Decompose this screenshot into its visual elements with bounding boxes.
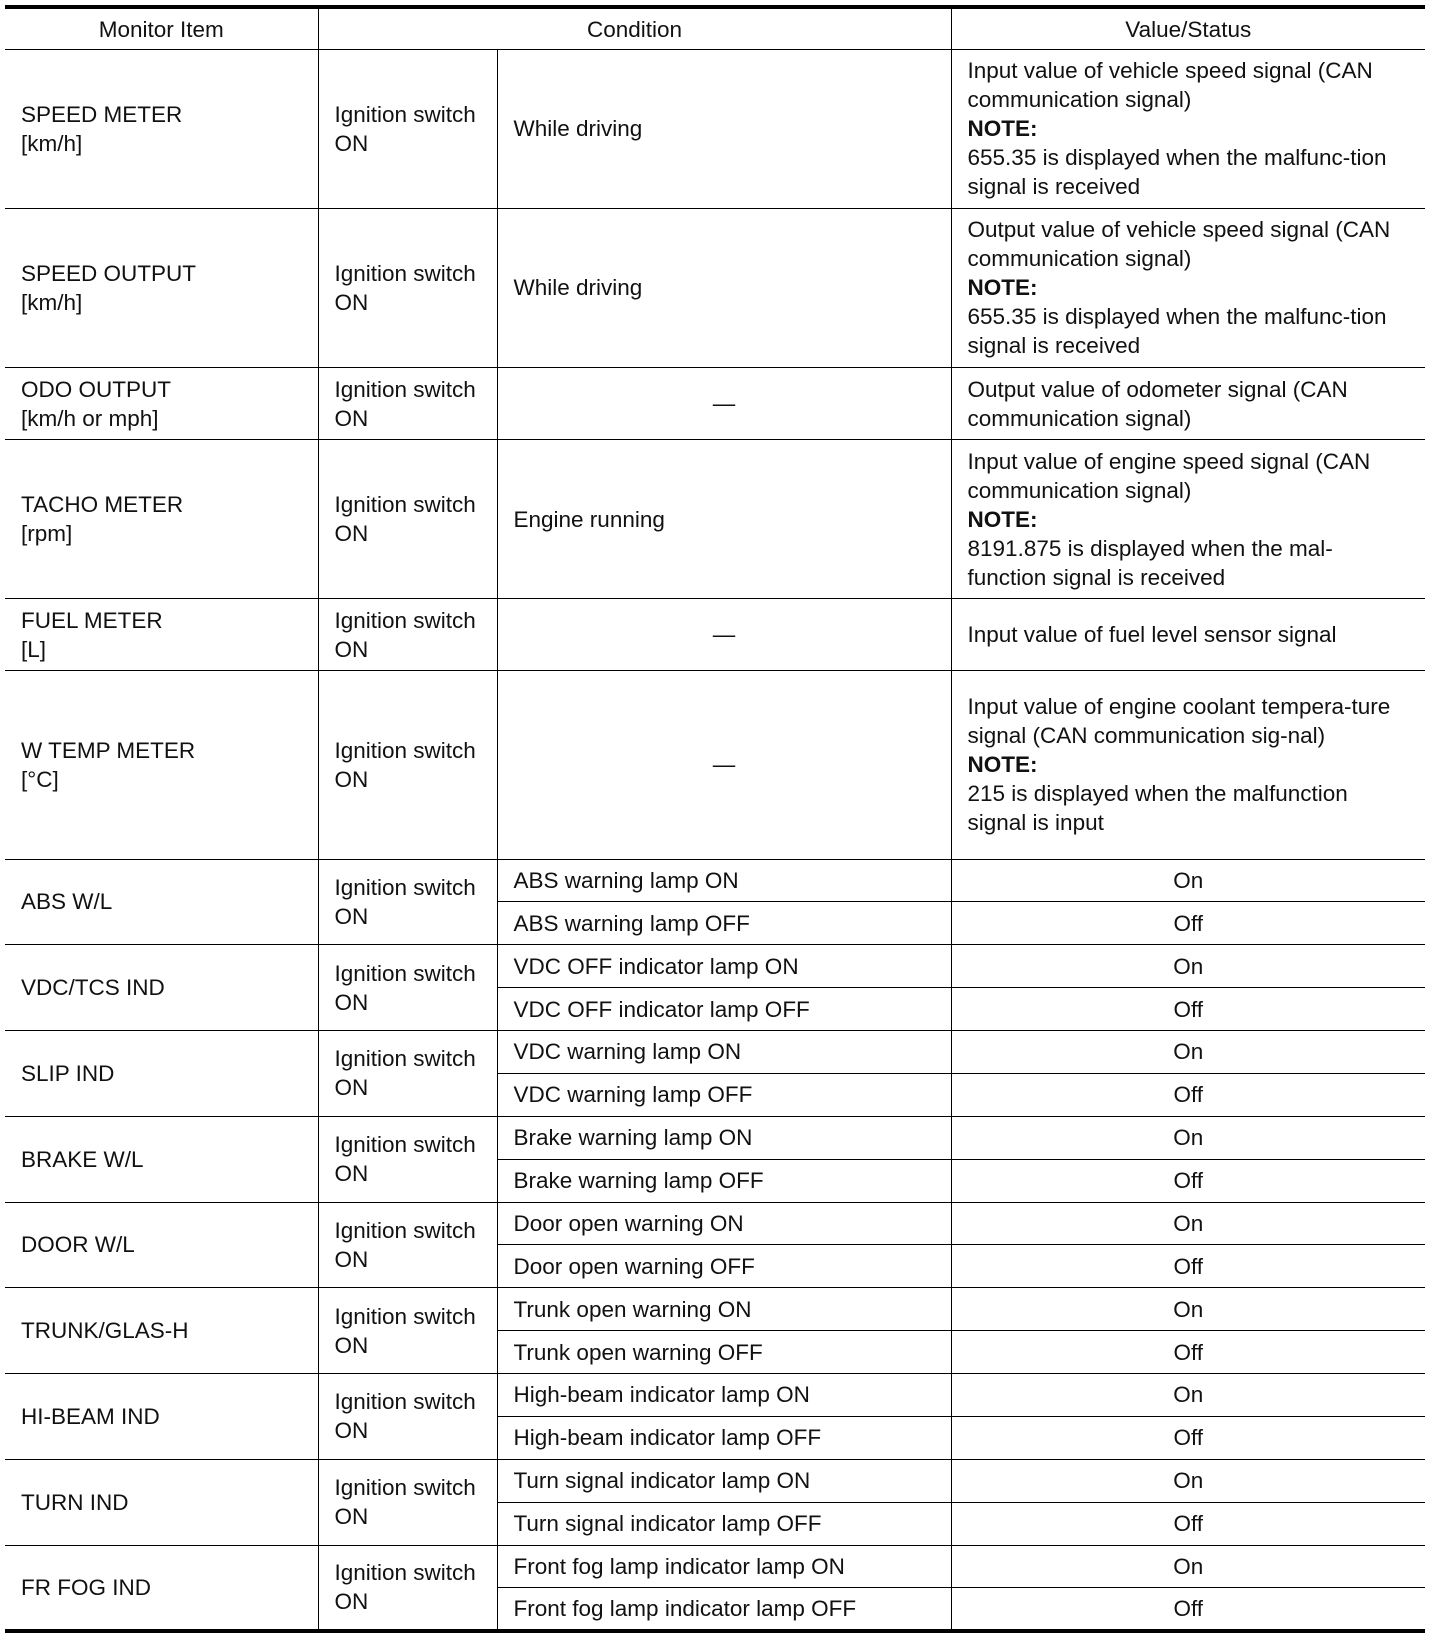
value-off-cell: Off [951,1502,1425,1545]
condition-on-cell: VDC OFF indicator lamp ON [497,945,951,988]
monitor-item-cell: SPEED METER [km/h] [5,50,318,209]
condition-on-cell: Trunk open warning ON [497,1288,951,1331]
value-off-cell: Off [951,1073,1425,1116]
condition-on-cell: Front fog lamp indicator lamp ON [497,1545,951,1588]
condition-off-cell: High-beam indicator lamp OFF [497,1416,951,1459]
condition-on-cell: ABS warning lamp ON [497,859,951,902]
value-status-cell: Input value of engine coolant tempera-ture signal (CAN communication sig-nal) NOTE: 215 is displayed when the malfunction signal is input [951,671,1425,859]
monitor-item-cell: ODO OUTPUT [km/h or mph] [5,367,318,439]
ignition-cell: Ignition switch ON [318,440,497,599]
monitor-item-cell: TURN IND [5,1459,318,1545]
value-status-cell: Output value of odometer signal (CAN communication signal) [951,367,1425,439]
table-row [5,1459,1425,1502]
table-row [5,1545,1425,1588]
condition-dash: — [497,599,951,671]
monitor-item-cell: ABS W/L [5,859,318,945]
value-status-cell: Input value of engine speed signal (CAN communication signal) NOTE: 8191.875 is displayed when the mal-function signal is received [951,440,1425,599]
header-row [5,7,1425,50]
condition-on-cell: Door open warning ON [497,1202,951,1245]
condition-off-cell: Brake warning lamp OFF [497,1159,951,1202]
condition-dash: — [497,367,951,439]
table-row [5,208,1425,367]
condition-off-cell: Door open warning OFF [497,1245,951,1288]
header-monitor-item: Monitor Item [5,7,318,50]
ignition-cell: Ignition switch ON [318,208,497,367]
value-off-cell: Off [951,1245,1425,1288]
value-status-cell: Input value of fuel level sensor signal [951,599,1425,671]
monitor-item-cell: VDC/TCS IND [5,945,318,1031]
table-row [5,367,1425,439]
condition-on-cell: Brake warning lamp ON [497,1116,951,1159]
value-off-cell: Off [951,1416,1425,1459]
condition-off-cell: VDC warning lamp OFF [497,1073,951,1116]
table-row [5,1031,1425,1074]
monitor-item-cell: TACHO METER [rpm] [5,440,318,599]
value-on-cell: On [951,1288,1425,1331]
ignition-cell: Ignition switch ON [318,1459,497,1545]
monitor-item-cell: SLIP IND [5,1031,318,1117]
ignition-cell: Ignition switch ON [318,859,497,945]
table-row [5,671,1425,859]
condition-off-cell: ABS warning lamp OFF [497,902,951,945]
table-row [5,1374,1425,1417]
table-row [5,50,1425,209]
condition-off-cell: Front fog lamp indicator lamp OFF [497,1588,951,1631]
table-row [5,1116,1425,1159]
condition-cell: Engine running [497,440,951,599]
monitor-item-cell: FR FOG IND [5,1545,318,1631]
value-on-cell: On [951,1031,1425,1074]
monitor-item-cell: BRAKE W/L [5,1116,318,1202]
value-off-cell: Off [951,1588,1425,1631]
ignition-cell: Ignition switch ON [318,599,497,671]
condition-on-cell: VDC warning lamp ON [497,1031,951,1074]
value-status-cell: Input value of vehicle speed signal (CAN communication signal) NOTE: 655.35 is displayed when the malfunc-tion signal is received [951,50,1425,209]
value-off-cell: Off [951,1159,1425,1202]
table-row [5,945,1425,988]
ignition-cell: Ignition switch ON [318,367,497,439]
ignition-cell: Ignition switch ON [318,671,497,859]
monitor-item-table [5,5,1425,1633]
condition-off-cell: Turn signal indicator lamp OFF [497,1502,951,1545]
ignition-cell: Ignition switch ON [318,1288,497,1374]
table-row [5,440,1425,599]
condition-on-cell: Turn signal indicator lamp ON [497,1459,951,1502]
value-status-cell: Output value of vehicle speed signal (CAN communication signal) NOTE: 655.35 is displayed when the malfunc-tion signal is received [951,208,1425,367]
header-value-status: Value/Status [951,7,1425,50]
condition-cell: While driving [497,50,951,209]
value-on-cell: On [951,945,1425,988]
ignition-cell: Ignition switch ON [318,1116,497,1202]
ignition-cell: Ignition switch ON [318,1545,497,1631]
value-on-cell: On [951,859,1425,902]
value-on-cell: On [951,1202,1425,1245]
condition-on-cell: High-beam indicator lamp ON [497,1374,951,1417]
table-row [5,599,1425,671]
table-row [5,859,1425,902]
monitor-item-cell: DOOR W/L [5,1202,318,1288]
condition-cell: While driving [497,208,951,367]
value-off-cell: Off [951,1331,1425,1374]
value-on-cell: On [951,1545,1425,1588]
ignition-cell: Ignition switch ON [318,945,497,1031]
table-row [5,1202,1425,1245]
ignition-cell: Ignition switch ON [318,1031,497,1117]
monitor-item-cell: TRUNK/GLAS-H [5,1288,318,1374]
monitor-item-cell: SPEED OUTPUT [km/h] [5,208,318,367]
ignition-cell: Ignition switch ON [318,1374,497,1460]
condition-dash: — [497,671,951,859]
ignition-cell: Ignition switch ON [318,50,497,209]
value-on-cell: On [951,1116,1425,1159]
value-off-cell: Off [951,902,1425,945]
monitor-item-cell: HI-BEAM IND [5,1374,318,1460]
ignition-cell: Ignition switch ON [318,1202,497,1288]
value-on-cell: On [951,1374,1425,1417]
condition-off-cell: VDC OFF indicator lamp OFF [497,988,951,1031]
value-off-cell: Off [951,988,1425,1031]
monitor-item-cell: W TEMP METER [°C] [5,671,318,859]
header-condition: Condition [318,7,951,50]
condition-off-cell: Trunk open warning OFF [497,1331,951,1374]
table-row [5,1288,1425,1331]
monitor-item-cell: FUEL METER [L] [5,599,318,671]
value-on-cell: On [951,1459,1425,1502]
